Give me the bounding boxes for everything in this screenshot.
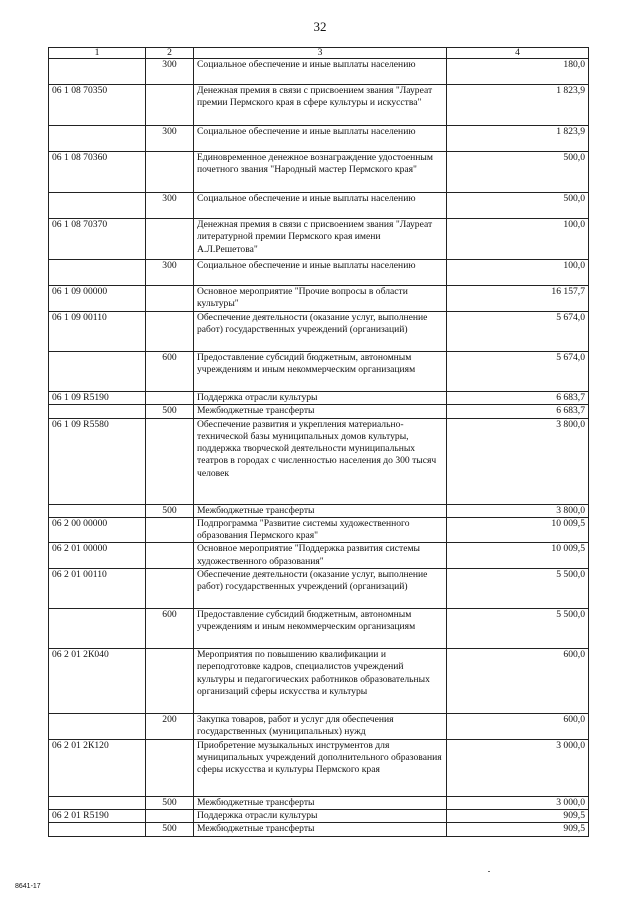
table-row	[49, 543, 589, 569]
table-cell-name: Единовременное денежное вознаграждение удостоенным почетного звания "Народный мастер Пермского края"	[194, 152, 447, 193]
table-cell-kind: 500	[146, 405, 194, 418]
scan-speck	[488, 871, 490, 872]
table-cell-amount: 500,0	[447, 152, 589, 193]
table-cell-name: Межбюджетные трансферты	[194, 823, 447, 836]
table-cell-code: 06 2 01 00110	[49, 569, 146, 609]
table-cell-amount: 6 683,7	[447, 405, 589, 418]
table-cell-name: Межбюджетные трансферты	[194, 504, 447, 517]
table-cell-amount: 16 157,7	[447, 286, 589, 312]
table-cell-amount: 6 683,7	[447, 392, 589, 405]
table-row	[49, 714, 589, 740]
table-cell-name: Закупка товаров, работ и услуг для обеспечения государственных (муниципальных) нужд	[194, 714, 447, 740]
table-cell-kind: 300	[146, 59, 194, 85]
table-row	[49, 823, 589, 836]
table-cell-name: Межбюджетные трансферты	[194, 796, 447, 809]
table-cell-amount: 3 000,0	[447, 796, 589, 809]
table-cell-code: 06 1 09 R5190	[49, 392, 146, 405]
table-row	[49, 809, 589, 822]
table-cell-name: Обеспечение деятельности (оказание услуг, выполнение работ) государственных учреждений (организаций)	[194, 312, 447, 352]
table-cell-code	[49, 796, 146, 809]
table-row	[49, 392, 589, 405]
table-row	[49, 85, 589, 126]
table-row	[49, 739, 589, 796]
table-cell-name: Предоставление субсидий бюджетным, автономным учреждениям и иным некоммерческим организациям	[194, 609, 447, 649]
table-cell-amount: 100,0	[447, 260, 589, 286]
table-cell-code: 06 1 09 00000	[49, 286, 146, 312]
table-row	[49, 405, 589, 418]
table-cell-amount: 5 674,0	[447, 312, 589, 352]
table-cell-code	[49, 126, 146, 152]
table-cell-code: 06 1 08 70350	[49, 85, 146, 126]
column-header-name: 3	[194, 48, 447, 59]
table-cell-kind	[146, 418, 194, 504]
table-cell-amount: 600,0	[447, 649, 589, 714]
table-cell-name: Межбюджетные трансферты	[194, 405, 447, 418]
table-cell-kind	[146, 219, 194, 260]
table-cell-amount: 1 823,9	[447, 126, 589, 152]
table-cell-amount: 3 800,0	[447, 504, 589, 517]
table-cell-kind	[146, 569, 194, 609]
table-cell-kind: 500	[146, 504, 194, 517]
table-row	[49, 352, 589, 392]
column-header-kind: 2	[146, 48, 194, 59]
table-cell-kind	[146, 392, 194, 405]
table-row	[49, 504, 589, 517]
table-cell-code	[49, 609, 146, 649]
table-cell-name: Денежная премия в связи с присвоением звания "Лауреат премии Пермского края в сфере культуры и искусства"	[194, 85, 447, 126]
column-header-amount: 4	[447, 48, 589, 59]
table-cell-kind	[146, 739, 194, 796]
table-cell-name: Социальное обеспечение и иные выплаты населению	[194, 59, 447, 85]
table-cell-amount: 909,5	[447, 823, 589, 836]
table-row	[49, 312, 589, 352]
table-cell-code: 06 2 01 00000	[49, 543, 146, 569]
table-row	[49, 609, 589, 649]
table-cell-code: 06 1 09 R5580	[49, 418, 146, 504]
table-row	[49, 418, 589, 504]
table-cell-name: Обеспечение развития и укрепления материально-технической базы муниципальных домов культуры, поддержка творческой деятельности муниципальных театров в городах с численностью населения до 300 тысяч человек	[194, 418, 447, 504]
table-cell-name: Социальное обеспечение и иные выплаты населению	[194, 260, 447, 286]
table-cell-code	[49, 260, 146, 286]
table-cell-kind	[146, 312, 194, 352]
budget-table	[48, 47, 589, 837]
table-row	[49, 796, 589, 809]
table-cell-kind: 300	[146, 260, 194, 286]
table-cell-name: Мероприятия по повышению квалификации и переподготовке кадров, специалистов учреждений культуры и педагогических работников образовательных организаций сферы искусства и культуры	[194, 649, 447, 714]
table-cell-amount: 1 823,9	[447, 85, 589, 126]
table-cell-name: Социальное обеспечение и иные выплаты населению	[194, 126, 447, 152]
page-number: 32	[313, 19, 327, 34]
table-cell-amount: 909,5	[447, 809, 589, 822]
table-cell-code	[49, 352, 146, 392]
table-cell-kind	[146, 649, 194, 714]
table-cell-code: 06 2 01 2К040	[49, 649, 146, 714]
table-cell-amount: 600,0	[447, 714, 589, 740]
table-cell-amount: 180,0	[447, 59, 589, 85]
table-cell-name: Подпрограмма "Развитие системы художественного образования Пермского края"	[194, 517, 447, 543]
table-cell-kind	[146, 543, 194, 569]
table-row	[49, 152, 589, 193]
table-cell-kind	[146, 286, 194, 312]
table-row	[49, 193, 589, 219]
table-header-row	[49, 48, 589, 59]
table-cell-code: 06 1 09 00110	[49, 312, 146, 352]
table-cell-name: Обеспечение деятельности (оказание услуг, выполнение работ) государственных учреждений (организаций)	[194, 569, 447, 609]
table-row	[49, 126, 589, 152]
table-cell-kind	[146, 809, 194, 822]
table-row	[49, 59, 589, 85]
table-cell-amount: 5 500,0	[447, 609, 589, 649]
table-cell-kind	[146, 85, 194, 126]
table-row	[49, 569, 589, 609]
table-cell-code: 06 2 01 2К120	[49, 739, 146, 796]
table-row	[49, 219, 589, 260]
table-row	[49, 286, 589, 312]
table-cell-kind: 300	[146, 193, 194, 219]
table-cell-name: Поддержка отрасли культуры	[194, 392, 447, 405]
table-cell-kind: 500	[146, 796, 194, 809]
table-row	[49, 517, 589, 543]
table-cell-code	[49, 193, 146, 219]
table-cell-amount: 10 009,5	[447, 543, 589, 569]
table-cell-code: 06 1 08 70360	[49, 152, 146, 193]
table-cell-code	[49, 405, 146, 418]
table-cell-amount: 100,0	[447, 219, 589, 260]
table-cell-code: 06 2 00 00000	[49, 517, 146, 543]
table-cell-name: Предоставление субсидий бюджетным, автономным учреждениям и иным некоммерческим организациям	[194, 352, 447, 392]
table-cell-name: Основное мероприятие "Поддержка развития системы художественного образования"	[194, 543, 447, 569]
table-cell-amount: 3 800,0	[447, 418, 589, 504]
table-cell-code	[49, 59, 146, 85]
table-cell-kind: 200	[146, 714, 194, 740]
table-cell-amount: 5 500,0	[447, 569, 589, 609]
table-cell-name: Основное мероприятие "Прочие вопросы в области культуры"	[194, 286, 447, 312]
table-cell-code	[49, 823, 146, 836]
table-cell-name: Поддержка отрасли культуры	[194, 809, 447, 822]
table-cell-amount: 10 009,5	[447, 517, 589, 543]
table-cell-amount: 5 674,0	[447, 352, 589, 392]
table-cell-name: Денежная премия в связи с присвоением звания "Лауреат литературной премии Пермского края имени А.Л.Решетова"	[194, 219, 447, 260]
table-cell-name: Социальное обеспечение и иные выплаты населению	[194, 193, 447, 219]
document-footer-code: 8641-17	[15, 883, 41, 890]
table-cell-code: 06 1 08 70370	[49, 219, 146, 260]
table-cell-kind: 300	[146, 126, 194, 152]
column-header-code: 1	[49, 48, 146, 59]
table-cell-amount: 500,0	[447, 193, 589, 219]
table-cell-kind: 500	[146, 823, 194, 836]
table-cell-amount: 3 000,0	[447, 739, 589, 796]
table-cell-kind	[146, 152, 194, 193]
table-row	[49, 260, 589, 286]
table-cell-code: 06 2 01 R5190	[49, 809, 146, 822]
table-cell-code	[49, 714, 146, 740]
table-cell-name: Приобретение музыкальных инструментов для муниципальных учреждений дополнительного образования сферы искусства и культуры Пермского края	[194, 739, 447, 796]
table-cell-kind: 600	[146, 609, 194, 649]
table-cell-kind	[146, 517, 194, 543]
table-row	[49, 649, 589, 714]
table-cell-kind: 600	[146, 352, 194, 392]
table-cell-code	[49, 504, 146, 517]
